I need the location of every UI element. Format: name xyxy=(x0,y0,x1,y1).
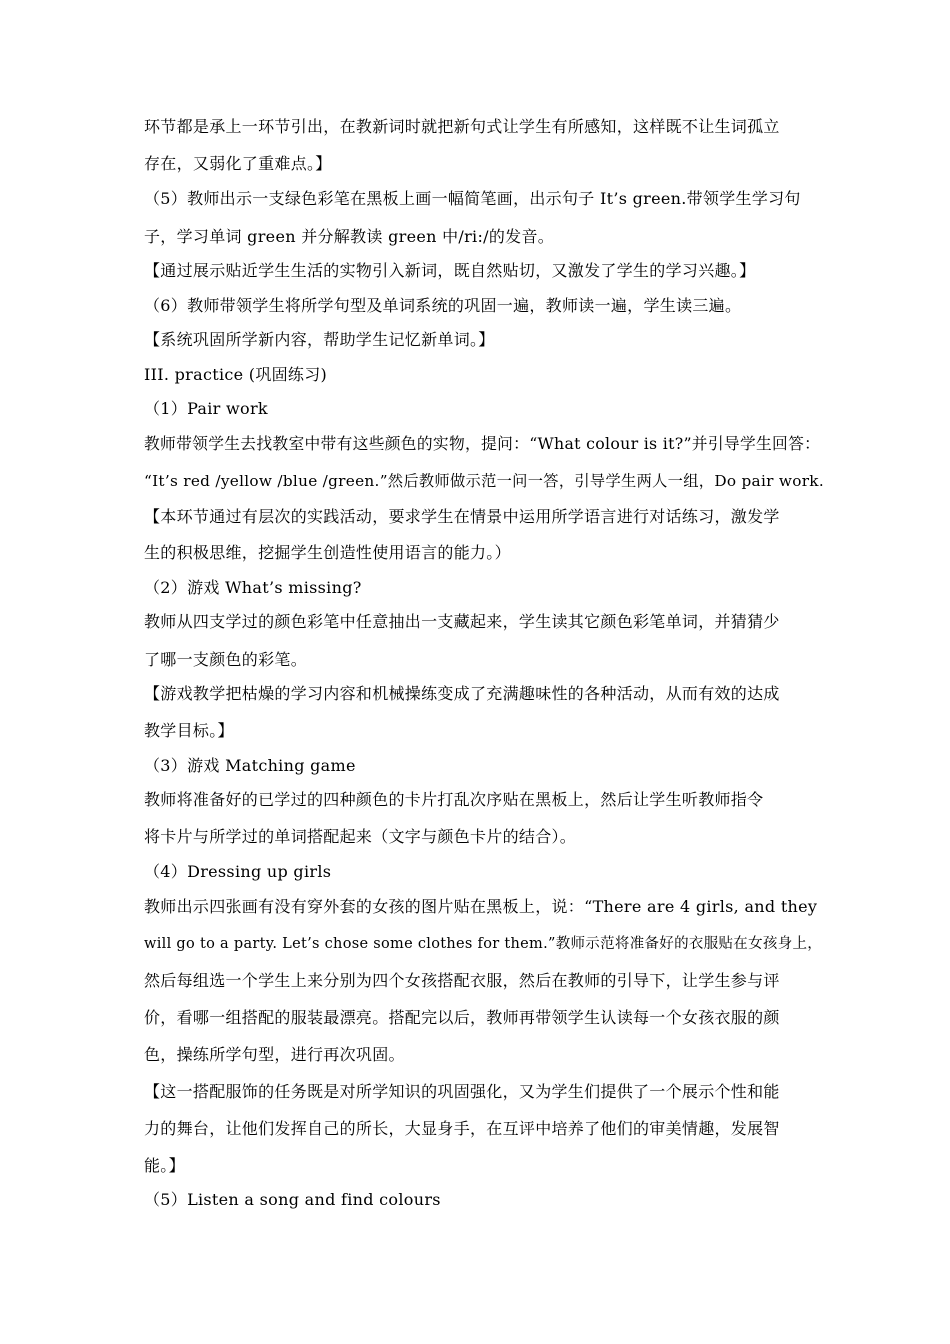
text-line: “It’s red /yellow /blue /green.”然后教师做示范一问一答，引导学生两人一组，Do pair work. xyxy=(144,472,824,490)
text-line: 教师出示四张画有没有穿外套的女孩的图片贴在黑板上，说：“There are 4 girls, and they xyxy=(144,897,818,916)
text-line: （6）教师带领学生将所学句型及单词系统的巩固一遍，教师读一遍，学生读三遍。 xyxy=(144,296,742,315)
text-line: 【系统巩固所学新内容，帮助学生记忆新单词。】 xyxy=(144,330,495,349)
text-line: will go to a party. Let’s chose some clothes for them.”教师示范将准备好的衣服贴在女孩身上， xyxy=(144,936,823,952)
text-line: （1）Pair work xyxy=(144,399,268,418)
text-line: （4）Dressing up girls xyxy=(144,862,332,881)
text-line: 色，操练所学句型，进行再次巩固。 xyxy=(144,1045,405,1064)
text-line: （3）游戏 Matching game xyxy=(144,756,356,775)
text-line: 生的积极思维，挖掘学生创造性使用语言的能力。） xyxy=(144,543,511,562)
text-line: （5）Listen a song and find colours xyxy=(144,1190,441,1209)
text-line: （5）教师出示一支绿色彩笔在黑板上画一幅简笔画，出示句子 It’s green.带领学生学习句 xyxy=(144,189,801,208)
text-line: 存在，又弱化了重难点。】 xyxy=(144,154,332,173)
text-line: （2）游戏 What’s missing? xyxy=(144,578,362,597)
text-line: 教师将准备好的已学过的四种颜色的卡片打乱次序贴在黑板上，然后让学生听教师指令 xyxy=(144,790,764,809)
text-line: 力的舞台，让他们发挥自己的所长，大显身手，在互评中培养了他们的审美情趣，发展智 xyxy=(144,1119,780,1138)
text-line: 价，看哪一组搭配的服装最漂亮。搭配完以后，教师再带领学生认读每一个女孩衣服的颜 xyxy=(144,1008,780,1027)
text-line: 教师从四支学过的颜色彩笔中任意抽出一支藏起来，学生读其它颜色彩笔单词，并猜猜少 xyxy=(144,612,780,631)
text-line: 然后每组选一个学生上来分别为四个女孩搭配衣服，然后在教师的引导下，让学生参与评 xyxy=(144,971,780,990)
section-heading: III. practice (巩固练习) xyxy=(144,365,328,384)
text-line: 【通过展示贴近学生生活的实物引入新词，既自然贴切，又激发了学生的学习兴趣。】 xyxy=(144,261,756,280)
text-line: 将卡片与所学过的单词搭配起来（文字与颜色卡片的结合）。 xyxy=(144,827,577,846)
text-line: 了哪一支颜色的彩笔。 xyxy=(144,650,308,669)
text-line: 【这一搭配服饰的任务既是对所学知识的巩固强化，又为学生们提供了一个展示个性和能 xyxy=(144,1082,780,1101)
text-line: 环节都是承上一环节引出，在教新词时就把新句式让学生有所感知，这样既不让生词孤立 xyxy=(144,117,780,136)
text-line: 子，学习单词 green 并分解教读 green 中/ri:/的发音。 xyxy=(144,227,555,246)
text-line: 【游戏教学把枯燥的学习内容和机械操练变成了充满趣味性的各种活动，从而有效的达成 xyxy=(144,684,780,703)
text-line: 能。】 xyxy=(144,1156,185,1175)
text-line: 【本环节通过有层次的实践活动，要求学生在情景中运用所学语言进行对话练习，激发学 xyxy=(144,507,780,526)
text-line: 教学目标。】 xyxy=(144,721,234,740)
text-line: 教师带领学生去找教室中带有这些颜色的实物，提问：“What colour is it?”并引导学生回答： xyxy=(144,434,821,453)
